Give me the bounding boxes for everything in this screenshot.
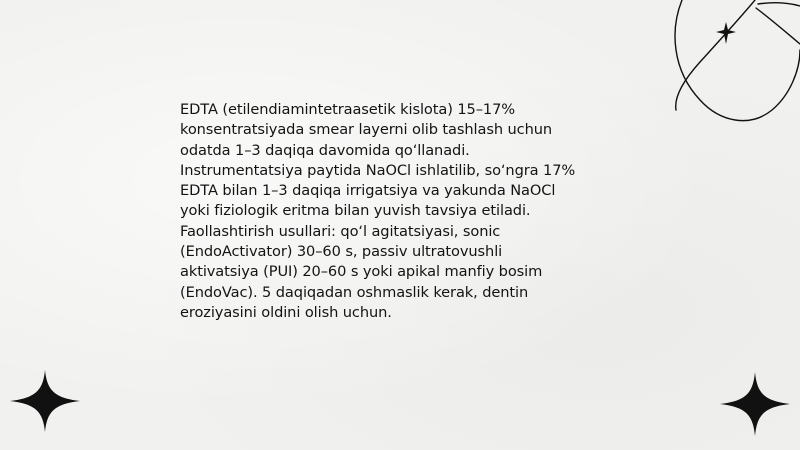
body-paragraph: EDTA (etilendiamintetraasetik kislota) 15–17% konsentratsiyada smear layerni olib tashlash uchun odatda 1–3 daqiqa davomida qo‘llanadi. Instrumentatsiya paytida NaOCl ishlatilib, so‘ngra 17% EDTA bilan 1–3 daqiqa irrigatsiya va yakunda NaOCl yoki fiziologik eritma bilan yuvish tavsiya etiladi. Faollashtirish usullari: qo‘l agitatsiyasi, sonic (EndoActivator) 30–60 s, passiv ultratovushli aktivatsiya (PUI) 20–60 s yoki apikal manfiy bosim (EndoVac). 5 daqiqadan oshmaslik kerak, dentin eroziyasini oldini olish uchun.	[180, 101, 576, 321]
four-point-star-icon	[10, 370, 80, 432]
orbit-lines-icon	[660, 0, 800, 130]
four-point-star-icon	[720, 372, 790, 436]
